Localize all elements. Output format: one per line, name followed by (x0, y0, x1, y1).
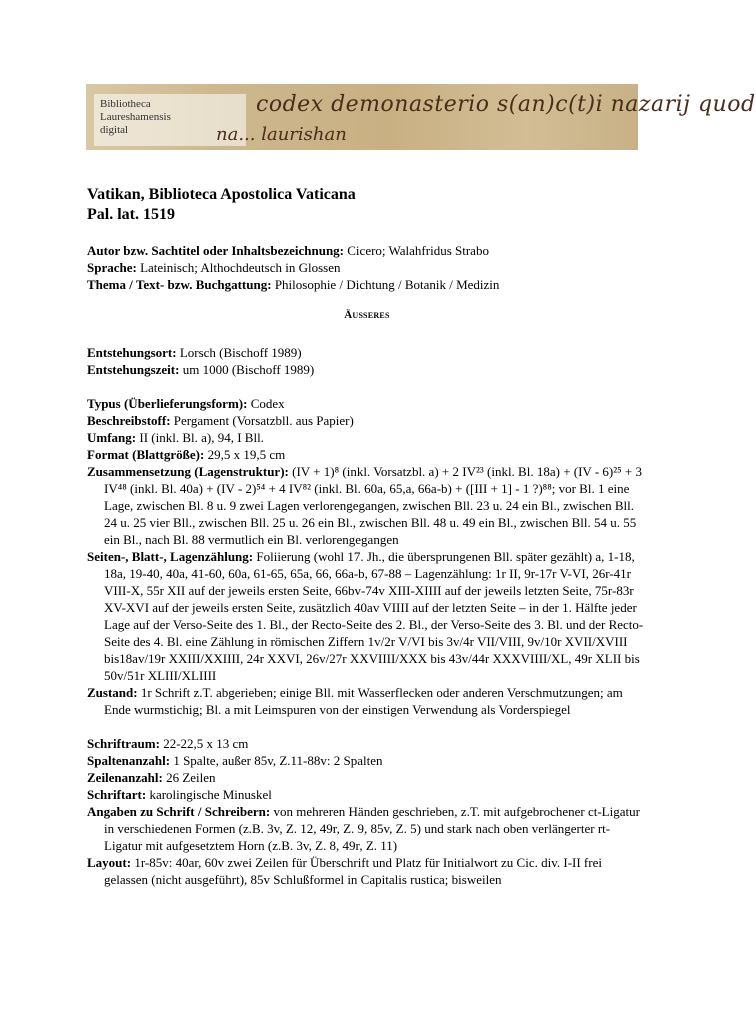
field-label: Zusammensetzung (Lagenstruktur): (87, 464, 289, 479)
field-value: II (inkl. Bl. a), 94, I Bll. (136, 430, 264, 445)
field-layout (87, 854, 647, 888)
logo-line: Laureshamensis (100, 111, 171, 123)
field-schriftraum (87, 735, 647, 752)
field-label: Entstehungsort: (87, 345, 177, 360)
field-label: Sprache: (87, 260, 137, 275)
field-spaltenanzahl (87, 752, 647, 769)
field-value: 29,5 x 19,5 cm (204, 447, 286, 462)
field-value: (IV + 1)⁸ (inkl. Vorsatzbl. a) + 2 IV²³ (inkl. Bl. 18a) + (IV - 6)²⁵ + 3 IV⁴⁸ (inkl. Bl. 40a) + (IV - 2)⁵⁴ + 4 IV⁸² (inkl. Bl. 60a, 65,a, 66a-b) + ([III + 1] - 1 ?)⁸⁸; vor Bl. 1 eine Lage, zwischen Bl. 8 u. 9 zwei Lagen verlorengegangen, zwischen Bll. 23 u. 24 ein Bl., zwischen Bll. 24 u. 25 vier Bll., zwischen Bll. 25 u. 26 ein Bl., zwischen Bll. 48 u. 49 ein Bl., zwischen Bll. 54 u. 55 ein Bl., nach Bl. 88 vermutlich ein Bl. verlorengegangen (104, 464, 643, 547)
field-label: Spaltenanzahl: (87, 753, 171, 768)
manuscript-script-line1: codex demonasterio s(an)c(t)i nazarij quod (256, 92, 756, 117)
field-label: Angaben zu Schrift / Schreibern: (87, 804, 271, 819)
field-label: Entstehungszeit: (87, 362, 180, 377)
field-label: Autor bzw. Sachtitel oder Inhaltsbezeichnung: (87, 243, 345, 258)
field-label: Thema / Text- bzw. Buchgattung: (87, 277, 272, 292)
header-banner (86, 84, 756, 150)
field-entstehungszeit (87, 361, 647, 378)
field-beschreibstoff (87, 412, 647, 429)
logo-line: Bibliotheca (100, 98, 151, 110)
field-umfang (87, 429, 647, 446)
field-zeilenanzahl (87, 769, 647, 786)
field-label: Schriftart: (87, 787, 147, 802)
field-value: 1 Spalte, außer 85v, Z.11-88v: 2 Spalten (170, 753, 383, 768)
field-label: Format (Blattgröße): (87, 447, 205, 462)
field-value: um 1000 (Bischoff 1989) (179, 362, 315, 377)
field-value: Codex (247, 396, 285, 411)
field-zustand (87, 684, 647, 718)
field-value: Lorsch (Bischoff 1989) (176, 345, 302, 360)
field-schriftart (87, 786, 647, 803)
field-label: Umfang: (87, 430, 137, 445)
field-value: 22-22,5 x 13 cm (159, 736, 249, 751)
page-title: Vatikan, Biblioteca Apostolica Vaticana (87, 186, 356, 203)
field-sprache (87, 259, 647, 276)
field-autor (87, 242, 647, 259)
field-value: 1r Schrift z.T. abgerieben; einige Bll. mit Wasserflecken oder anderen Verschmutzungen; am Ende wurmstichig; Bl. a mit Leimspuren von der einstigen Verwendung als Vorderspiegel (104, 685, 623, 717)
field-seitenzaehlung (87, 548, 647, 684)
manuscript-script-line2: na... laurishan (216, 124, 347, 145)
field-zusammensetzung (87, 463, 647, 548)
field-value: Lateinisch; Althochdeutsch in Glossen (136, 260, 341, 275)
field-value: Philosophie / Dichtung / Botanik / Medizin (271, 277, 500, 292)
field-thema (87, 276, 647, 293)
section-heading: Äußeres (344, 309, 390, 321)
shelfmark: Pal. lat. 1519 (87, 206, 175, 223)
field-value: karolingische Minuskel (146, 787, 272, 802)
field-label: Schriftraum: (87, 736, 160, 751)
field-value: Cicero; Walahfridus Strabo (344, 243, 489, 258)
field-format (87, 446, 647, 463)
field-label: Layout: (87, 855, 132, 870)
field-label: Seiten-, Blatt-, Lagenzählung: (87, 549, 254, 564)
field-value: von mehreren Händen geschrieben, z.T. mit aufgebrochener ct-Ligatur in verschiedenen Formen (z.B. 3v, Z. 12, 49r, Z. 9, 85v, Z. 5) und stark nach oben verlängerter rt-Ligatur mit aufgesetztem Horn (z.B. 3v, Z. 8, 49r, Z. 11) (104, 804, 640, 853)
field-label: Beschreibstoff: (87, 413, 171, 428)
field-entstehungsort (87, 344, 647, 361)
field-value: 1r-85v: 40ar, 60v zwei Zeilen für Überschrift und Platz für Initialwort zu Cic. div. I-II frei gelassen (nicht ausgeführt), 85v Schlußformel in Capitalis rustica; bisweilen (104, 855, 602, 887)
field-label: Zeilenanzahl: (87, 770, 163, 785)
field-value: 26 Zeilen (162, 770, 216, 785)
field-value: Foliierung (wohl 17. Jh., die übersprungenen Bll. später gezählt) a, 1-18, 18a, 19-40, 40a, 41-60, 60a, 61-65, 65a, 66, 66a-b, 67-88 – Lagenzählung: 1r II, 9r-17r V-VI, 26r-41r VIII-X, 55r XII auf der jeweils ersten Seite, 66bv-74v XIII-XIIII auf der jeweils letzten Seite, 75r-83r XV-XVI auf der jeweils ersten Seite, zusätzlich 40av VIIII auf der letzten Seite – in der 1. Hälfte jeder Lage auf der Verso-Seite des 1. Bl., der Recto-Seite des 2. Bl., der Verso-Seite des 3. Bl. und der Recto-Seite des 4. Bl. eine Zählung in römischen Ziffern 1v/2r V/VI bis 3v/4r VII/VIII, 9v/10r XVII/XVIII bis18av/19r XXIII/XXIIII, 24r XXVI, 26v/27r XXVIIII/XXX bis 43v/44r XXXVIIII/XL, 49r XLII bis 50v/51r XLIII/XLIIII (104, 549, 644, 683)
field-label: Typus (Überlieferungsform): (87, 396, 248, 411)
logo-line: digital (100, 124, 129, 136)
field-typus (87, 395, 647, 412)
field-schreiber (87, 803, 647, 854)
field-value: Pergament (Vorsatzbll. aus Papier) (170, 413, 354, 428)
field-label: Zustand: (87, 685, 138, 700)
document-body (87, 185, 647, 888)
